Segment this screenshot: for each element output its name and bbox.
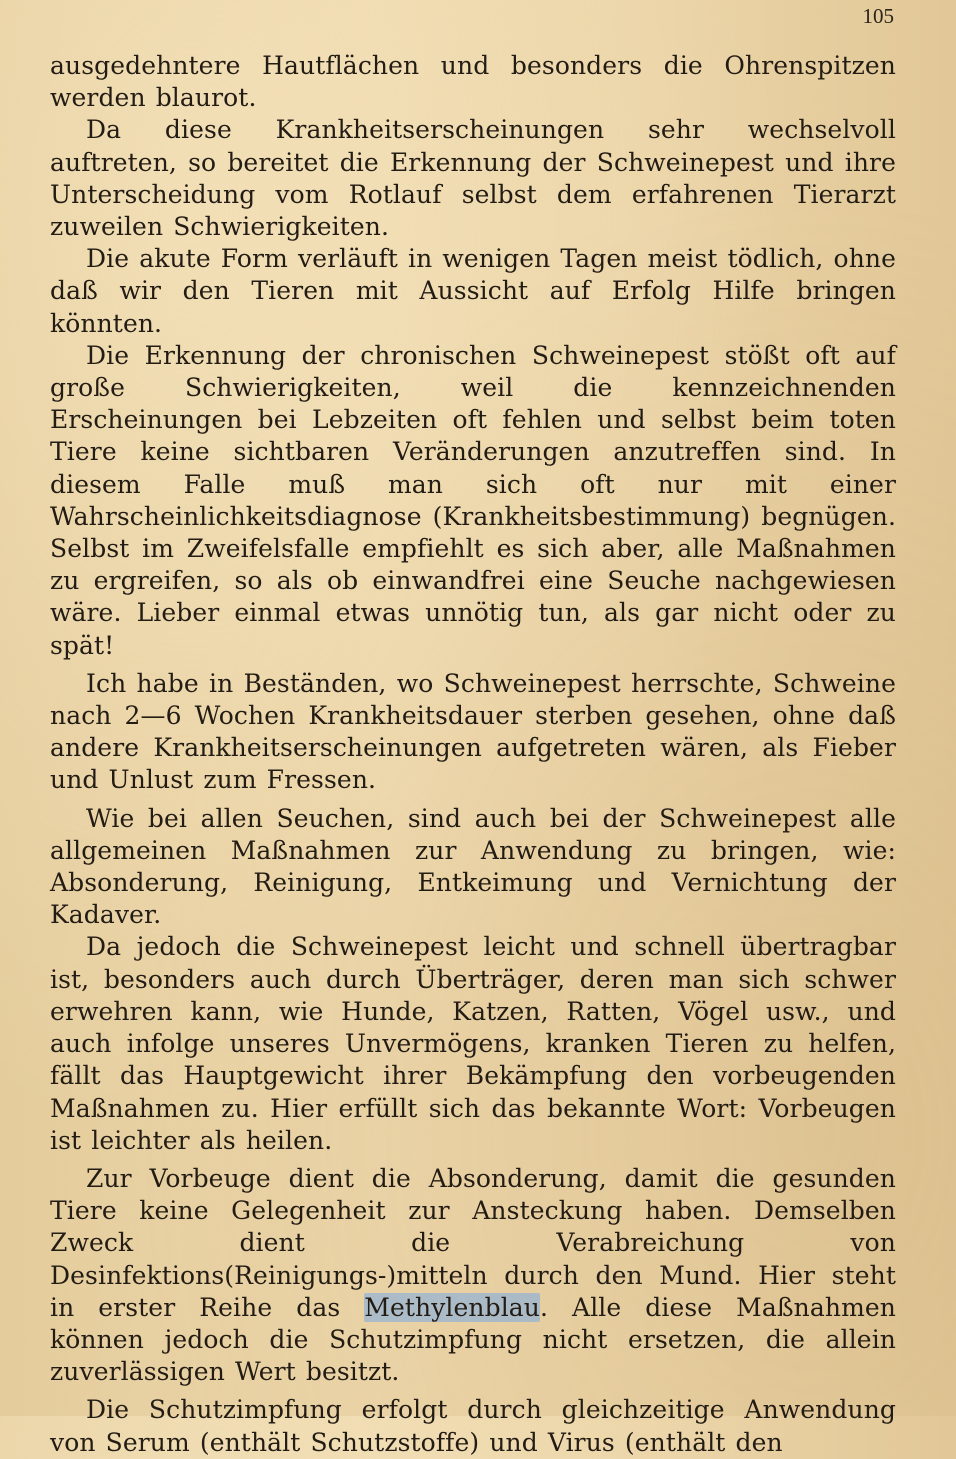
- paragraph-acute-form: Die akute Form verläuft in wenigen Tagen meist tödlich, ohne daß wir den Tieren mit Aussicht auf Erfolg Hilfe bringen könnten.: [50, 244, 896, 338]
- paragraph-vaccination: Die Schutzimpfung erfolgt durch gleichzeitige Anwendung von Serum (enthält Schutzstoffe) und Virus (enthält den: [50, 1395, 896, 1457]
- paragraph-observation: Ich habe in Beständen, wo Schweinepest herrschte, Schweine nach 2—6 Wochen Krankheitsdauer sterben gesehen, ohne daß andere Krankheitserscheinungen aufgetreten wären, als Fieber und Unlust zum Fressen.: [50, 668, 896, 795]
- paragraph-diagnosis-difficulty: Da diese Krankheitserscheinungen sehr wechselvoll auftreten, so bereitet die Erkennung der Schweinepest und ihre Unterscheidung vom Rotlauf selbst dem erfahrenen Tierarzt zuweilen Schwierigkeiten.: [50, 115, 896, 242]
- paragraph-general-measures: Wie bei allen Seuchen, sind auch bei der Schweinepest alle allgemeinen Maßnahmen zur Anwendung zu bringen, wie: Absonderung, Reinigung, Entkeimung und Vernichtung der Kadaver.: [50, 803, 896, 930]
- prevention-text-before: Zur Vorbeuge dient die Absonderung, damit die gesunden Tiere keine Gelegenheit zur Ansteckung haben. Demselben Zweck dient die Verabreichung von Desinfektions(Reinigungs-)mitteln durch den Mund. Hier steht in erster Reihe das: [50, 1163, 896, 1322]
- page-number: 105: [862, 4, 894, 28]
- prevention-text-after: . Alle diese Maßnahmen können jedoch die Schutzimpfung nicht ersetzen, die allein zuverlässigen Wert besitzt.: [50, 1292, 896, 1387]
- paragraph-chronic-form: Die Erkennung der chronischen Schweinepest stößt oft auf große Schwierigkeiten, weil die kennzeichnenden Erscheinungen bei Lebzeiten oft fehlen und selbst beim toten Tiere keine sichtbaren Veränderungen anzutreffen sind. In diesem Falle muß man sich oft nur mit einer Wahrscheinlichkeitsdiagnose (Krankheitsbestimmung) begnügen. Selbst im Zweifelsfalle empfiehlt es sich aber, alle Maßnahmen zu ergreifen, so als ob einwandfrei eine Seuche nachgewiesen wäre. Lieber einmal etwas unnötig tun, als gar nicht oder zu spät!: [50, 340, 896, 660]
- book-page-text: [50, 50, 896, 1459]
- highlighted-term[interactable]: Methylenblau: [364, 1292, 541, 1322]
- paragraph-prevention-emphasis: Da jedoch die Schweinepest leicht und schnell übertragbar ist, besonders auch durch Überträger, deren man sich schwer erwehren kann, wie Hunde, Katzen, Ratten, Vögel usw., und auch infolge unseres Unvermögens, kranken Tieren zu helfen, fällt das Hauptgewicht ihrer Bekämpfung den vorbeugenden Maßnahmen zu. Hier erfüllt sich das bekannte Wort: Vorbeugen ist leichter als heilen.: [50, 932, 896, 1155]
- paragraph-continuation: ausgedehntere Hautflächen und besonders die Ohrenspitzen werden blaurot.: [50, 51, 896, 113]
- paragraph-prevention-methods: [50, 1163, 896, 1388]
